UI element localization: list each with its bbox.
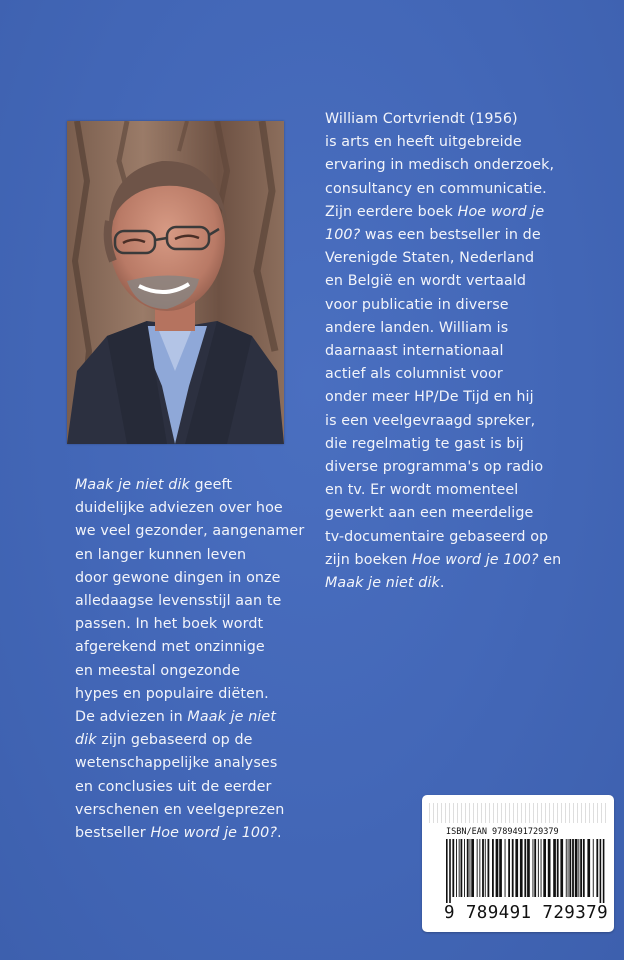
book-title-text: Hoe word je 100? [412,551,539,568]
text-segment: geeft [189,477,233,493]
text-segment: . [439,575,445,592]
barcode-bar [499,839,502,897]
barcode-bar [485,839,486,897]
bio-line [325,178,610,201]
barcode-bar [569,839,571,897]
barcode-bar [482,839,484,897]
bio-line [325,270,610,293]
text-segment: gewerkt aan een meerdelige [325,505,534,522]
bio-line [325,572,610,595]
book-title-text: dik [75,732,97,749]
bio-line [325,294,610,317]
text-segment: is arts en heeft uitgebreide [325,134,522,151]
barcode-bar [515,839,518,897]
barcode-bar [479,839,480,897]
description-line [75,590,295,613]
barcode-bar [459,839,460,897]
barcode-bar [533,839,534,897]
bio-line [325,317,610,340]
barcode-bar [505,839,506,897]
barcode-bars [446,839,606,903]
text-segment: en langer kunnen leven [75,546,247,563]
barcode-bar [543,839,546,897]
barcode-bar [593,839,594,897]
barcode-bar [527,839,530,897]
text-segment: andere landen. William is [325,319,509,336]
bio-line [325,154,610,177]
barcode-bar [446,839,448,903]
text-segment: onder meer HP/De Tijd en hij [325,389,534,406]
barcode-bar [520,839,523,897]
bio-line [325,479,610,502]
text-segment: William Cortvriendt (1956) [325,111,518,127]
text-segment: en [538,551,562,568]
barcode-digits: 9 789491 729379 [444,903,609,923]
barcode-bar [512,839,514,897]
text-segment: hypes en populaire diëten. [75,685,269,702]
text-segment: passen. In het boek wordt [75,616,264,633]
description-line [75,613,295,636]
text-segment: bestseller [75,825,151,842]
text-segment: alledaagse levensstijl aan te [75,593,282,610]
barcode-bar [557,839,559,897]
bio-line [325,386,610,409]
text-segment: en tv. Er wordt momenteel [325,482,519,499]
barcode-bar [492,839,494,897]
barcode-bar [580,839,582,897]
bio-line [325,131,610,154]
text-segment: we veel gezonder, aangenamer [75,523,305,540]
description-line [75,799,295,822]
book-title-text: Maak je niet [187,709,277,726]
text-segment: en meestal ongezonde [75,662,241,679]
barcode-bar [461,839,463,897]
text-segment: verschenen en veelgeprezen [75,801,285,818]
description-line [75,636,295,659]
barcode-bar [538,839,539,897]
description-line [75,544,295,567]
description-line [75,729,295,752]
text-segment: door gewone dingen in onze [75,569,281,586]
description-line [75,660,295,683]
description-line [75,822,295,845]
barcode-bar [578,839,579,897]
description-line [75,752,295,775]
barcode-bar [534,839,536,897]
barcode-bar [452,839,454,897]
bio-line [325,526,610,549]
barcode-sticker [422,795,614,932]
description-line [75,497,295,520]
bio-line [325,340,610,363]
book-title-text: Maak je niet dik [325,575,440,592]
barcode-bar [596,839,598,897]
barcode-bar [524,839,526,897]
barcode-bar [587,839,590,897]
book-title-text: Hoe word je [457,203,545,220]
barcode-bar [471,839,474,897]
barcode-bar [508,839,510,897]
bio-line [325,433,610,456]
description-line [75,683,295,706]
barcode-bar [560,839,563,897]
text-segment: die regelmatig te gast is bij [325,435,524,452]
text-segment: afgerekend met onzinnige [75,639,265,656]
sticker-label-pattern [429,803,607,823]
text-segment: duidelijke adviezen over hoe [75,500,283,517]
text-segment: en conclusies uit de eerder [75,778,272,795]
barcode-bar [477,839,478,897]
bio-line [325,201,610,224]
barcode-bar [583,839,585,897]
description-line [75,567,295,590]
bio-line [325,456,610,479]
book-title-text: Maak je niet dik [75,477,190,493]
barcode-bar [470,839,471,897]
bio-line [325,247,610,270]
barcode-bar [568,839,569,897]
text-segment: De adviezen in [75,709,188,726]
text-segment: wetenschappelijke analyses [75,755,278,772]
text-segment: actief als columnist voor [325,366,503,383]
text-segment: en België en wordt vertaald [325,273,527,290]
text-segment: Zijn eerdere boek [325,203,458,220]
barcode-bar [553,839,556,897]
bio-line [325,363,610,386]
text-segment: diverse programma's op radio [325,459,544,476]
barcode-bar [575,839,578,897]
barcode-bar [467,839,469,897]
text-segment: is een veelgevraagd spreker, [325,412,536,429]
text-segment: zijn boeken [325,551,413,568]
barcode-bar [456,839,457,897]
barcode-bar [464,839,465,897]
barcode-bar [566,839,567,897]
bio-line [325,224,610,247]
barcode-bar [548,839,551,897]
barcode-bar [496,839,499,897]
bio-line [325,549,610,572]
barcode-bar [541,839,542,897]
book-title-text: 100? [325,227,361,244]
text-segment: was een bestseller in de [360,227,541,244]
text-segment: . [277,825,282,842]
author-bio [325,108,610,595]
book-description [75,474,305,845]
description-line [75,706,295,729]
text-segment: daarnaast internationaal [325,343,504,360]
author-photo [67,121,284,444]
text-segment: tv-documentaire gebaseerd op [325,528,549,545]
bio-line [325,410,610,433]
barcode-bar [603,839,605,903]
bio-line [325,502,610,525]
text-segment: zijn gebaseerd op de [96,732,253,749]
barcode-bar [600,839,602,903]
isbn-ean-text: ISBN/EAN 9789491729379 [446,827,559,837]
barcode-bar [572,839,574,897]
description-line [75,776,295,799]
description-line [75,520,305,543]
book-title-text: Hoe word je 100? [150,825,278,842]
barcode-bar [449,839,451,903]
text-segment: Verenigde Staten, Nederland [325,250,535,267]
description-line [75,474,295,497]
text-segment: ervaring in medisch onderzoek, [325,157,555,174]
barcode-bar [488,839,490,897]
text-segment: voor publicatie in diverse [325,296,509,313]
text-segment: consultancy en communicatie. [325,180,547,197]
bio-line [325,108,610,131]
